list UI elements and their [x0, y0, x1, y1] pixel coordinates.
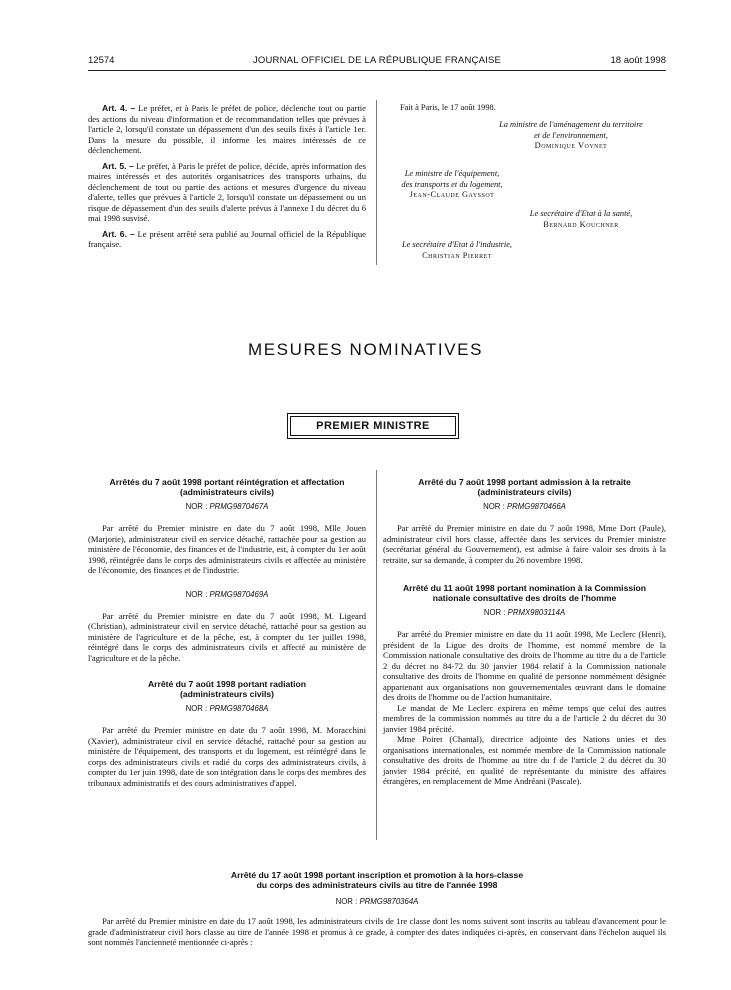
nor-reference: NOR : PRMG9870469A [185, 589, 269, 599]
article-5: Art. 5. – Le préfet, à Paris le préfet de police, décide, après information des maires intéressés et des autorités organisatrices des transports urbains, du déclenchement de tout ou partie des actions et mesures d'urgence du niveau d'alerte, telles que prévues à l'article 2, lorsqu'il constate un dépassement ou un risque de dépassement d'un des seuils d'alerte prévus à l'annexe I du décret du 6 mai 1998 susvisé. [88, 160, 366, 223]
decree-paragraph: Par arrêté du Premier ministre en date du 7 août 1998, M. Moracchini (Xavier), administrateur civil en service détaché, rattaché pour sa gestion au ministère de l'équipement, des transports et du logement, est réintégré dans le corps des administrateurs civils et radié du corps des administrateurs civils, à compter du 1er juin 1998, date de son intégration dans le corps des membres des tribunaux administratifs et des cours administratives d'appel. [88, 725, 366, 788]
decree-title-reintegration: Arrêtés du 7 août 1998 portant réintégration et affectation (administrateurs civils) [109, 477, 345, 497]
ministry-label: PREMIER MINISTRE [316, 420, 430, 432]
column-divider-top [376, 100, 377, 265]
articles-block [88, 103, 366, 250]
journal-title: JOURNAL OFFICIEL DE LA RÉPUBLIQUE FRANÇAISE [252, 55, 502, 66]
decree-title-promotion-l2: du corps des administrateurs civils au titre de l'année 1998 [256, 880, 498, 890]
nor-reference: NOR : PRMG9870467A [185, 502, 269, 511]
left-column [88, 477, 366, 788]
decree-title-radiation: Arrêté du 7 août 1998 portant radiation (administrateurs civils) [147, 679, 307, 699]
page-number: 12574 [88, 55, 115, 66]
signatures-block: Fait à Paris, le 17 août 1998. La ministre de l'aménagement du territoire et de l'environnement, Dominique Voynet Le ministre de l'équipement, des transports et du logement, Jean-Claude Gayssot Le secrétaire d'Etat à la santé, Bernard Kouchner Le secrétaire d'Etat à l'industrie, Christian Pierret [400, 103, 666, 114]
decree-paragraph: Par arrêté du Premier ministre en date du 17 août 1998, les administrateurs civils de 1re classe dont les noms suivent sont inscrits au tableau d'avancement pour le grade d'administrateur civil hors classe au titre de l'année 1998 et promus à ce grade, à compter des dates indiquées ci-après, en conservant dans l'échelon auquel ils sont nommés l'ancienneté mentionnée ci-après : [88, 916, 666, 947]
place-date: Fait à Paris, le 17 août 1998. [400, 103, 496, 112]
decree-title-retraite: Arrêté du 7 août 1998 portant admission à la retraite (administrateurs civils) [418, 477, 631, 497]
column-divider-main [376, 470, 377, 840]
section-title: MESURES NOMINATIVES [247, 340, 484, 359]
signatory-kouchner: Bernard Kouchner [543, 219, 619, 229]
nor-reference: NOR : PRMG9870468A [185, 704, 269, 713]
nor-reference: NOR : PRMG9870466A [483, 502, 566, 511]
page-header [88, 52, 666, 71]
issue-date: 18 août 1998 [610, 55, 666, 66]
decree-paragraph: Par arrêté du Premier ministre en date du 11 août 1998, Me Leclerc (Henri), président de la Ligue des droits de l'homme, est nommé membre de la Commission nationale consultative des droits de l'homme au titre du a de l'article 2 du décret no 84-72 du 30 janvier 1984 relatif à la Commission nationale consultative des droits de l'homme en qualité de personne nommément désignée appartenant aux organisations non gouvernementales œuvrant dans le domaine des droits de l'homme ou de l'action humanitaire. [383, 629, 666, 702]
right-column [383, 477, 666, 787]
article-6: Art. 6. – Le présent arrêté sera publié au Journal officiel de la République française. [88, 228, 366, 249]
decree-title-nomination: Arrêté du 11 août 1998 portant nomination à la Commission nationale consultative des droits de l'homme [402, 583, 647, 603]
signatory-voynet: Dominique Voynet [534, 141, 608, 150]
decree-paragraph: Par arrêté du Premier ministre en date du 7 août 1998, Mme Dort (Paule), administrateur civil hors classe, affectée dans les services du Premier ministre (secrétariat général du Gouvernement), est admise à faire valoir ses droits à la retraite, sur sa demande, à compter du 26 novembre 1998. [383, 523, 666, 565]
decree-title-promotion-l1: Arrêté du 17 août 1998 portant inscription et promotion à la hors-classe [230, 870, 524, 880]
article-4: Art. 4. – Le préfet, et à Paris le préfet de police, déclenche tout ou partie des actions du niveau d'information et de recommandation telles que prévues à l'article 2, lorsqu'il constate un dépassement d'un des seuils fixés à l'article 1er. Dans la mesure du possible, il informe les maires intéressés de ce déclenchement. [88, 103, 366, 155]
decree-paragraph: Par arrêté du Premier ministre en date du 7 août 1998, Mlle Jouen (Marjorie), administrateur civil en service détaché, rattachée pour sa gestion au ministère de l'économie, des finances et de l'industrie, est, à compter du 1er août 1998, réintégrée dans le corps des administrateurs civils et affectée au ministère de l'économie, des finances et de l'industrie. [88, 523, 366, 575]
signatory-gayssot: Jean-Claude Gayssot [409, 190, 495, 199]
nor-reference: NOR : PRMX9803114A [483, 608, 566, 617]
decree-paragraph: Par arrêté du Premier ministre en date du 7 août 1998, M. Ligeard (Christian), administrateur civil en service détaché, rattaché pour sa gestion au ministère de l'agriculture et de la pêche, est, à compter du 1er juillet 1998, réintégré dans le corps des administrateurs civils et affecté au ministère de l'agriculture et de la pêche. [88, 610, 366, 663]
decree-paragraph: Mme Poiret (Chantal), directrice adjointe des Nations unies et des organisations internationales, est nommée membre de la Commission nationale consultative des droits de l'homme au titre du f de l'article 2 du décret du 30 janvier 1984 précité, en qualité de représentante du ministre des affaires étrangères, en remplacement de Mme Andréani (Pascale). [383, 734, 666, 786]
decree-paragraph: Le mandat de Me Leclerc expirera en même temps que celui des autres membres de la commission nommés au titre du a de l'article 2 du décret du 30 janvier 1984 précité. [383, 702, 666, 734]
signatory-pierret: Christian Pierret [422, 250, 492, 260]
nor-reference: NOR : PRMG9870364A [335, 897, 419, 906]
bottom-section [88, 870, 666, 948]
ministry-box [287, 413, 459, 439]
